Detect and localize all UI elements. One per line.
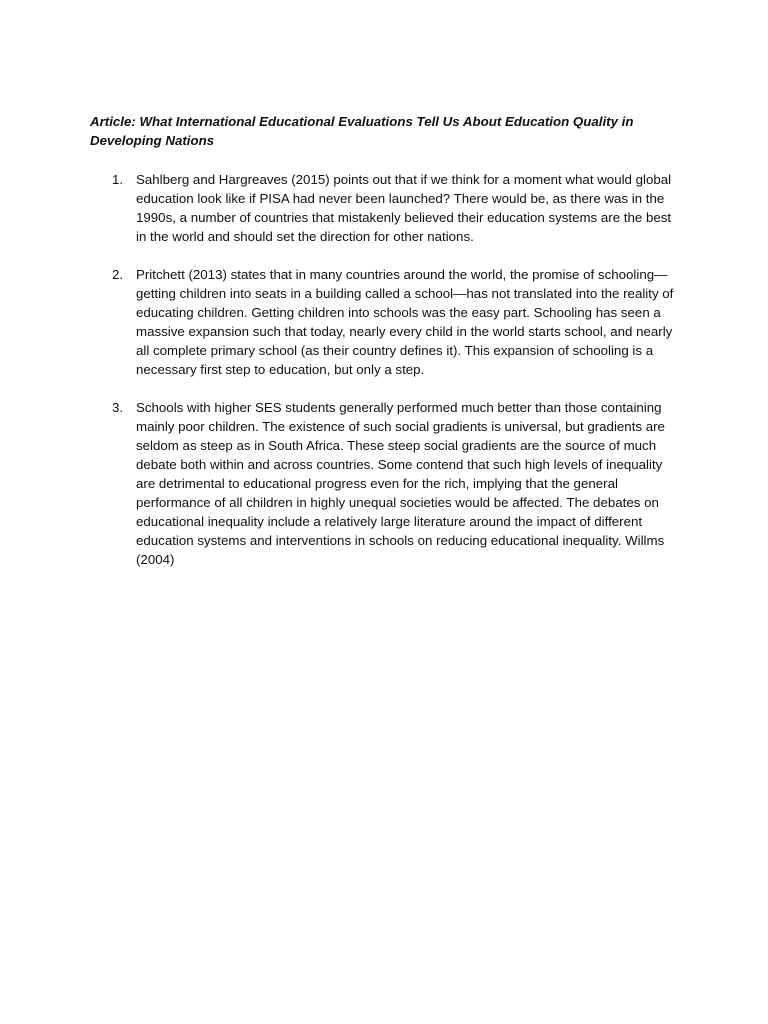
list-item-text: Sahlberg and Hargreaves (2015) points out that if we think for a moment what would global education look like if PISA had never been launched? There would be, as there was in the 1990s, a number of countries that mistakenly believed their education systems are the best in the world and should set the direction for other nations. (136, 172, 672, 244)
list-item (90, 398, 680, 569)
document-page (90, 112, 680, 588)
article-title: Article: What International Educational Evaluations Tell Us About Education Quality in Developing Nations (90, 114, 634, 148)
list-item-number: 3. (112, 400, 124, 415)
list-item-number: 1. (112, 172, 124, 187)
list-item (90, 170, 680, 246)
list-item-text: Pritchett (2013) states that in many countries around the world, the promise of schooling—getting children into seats in a building called a school—has not translated into the reality of educating children. Getting children into schools was the easy part. Schooling has seen a massive expansion such that today, nearly every child in the world starts school, and nearly all complete primary school (as their country defines it). This expansion of schooling is a necessary first step to education, but only a step. (136, 267, 674, 377)
list-item-number: 2. (112, 267, 124, 282)
numbered-list (90, 170, 680, 569)
list-item-text: Schools with higher SES students generally performed much better than those containing mainly poor children. The existence of such social gradients is universal, but gradients are seldom as steep as in South Africa. These steep social gradients are the source of much debate both within and across countries. Some contend that such high levels of inequality are detrimental to educational progress even for the rich, implying that the general performance of all children in highly unequal societies would be affected. The debates on educational inequality include a relatively large literature around the impact of different education systems and interventions in schools on reducing educational inequality. Willms (2004) (136, 400, 665, 567)
list-item (90, 265, 680, 379)
